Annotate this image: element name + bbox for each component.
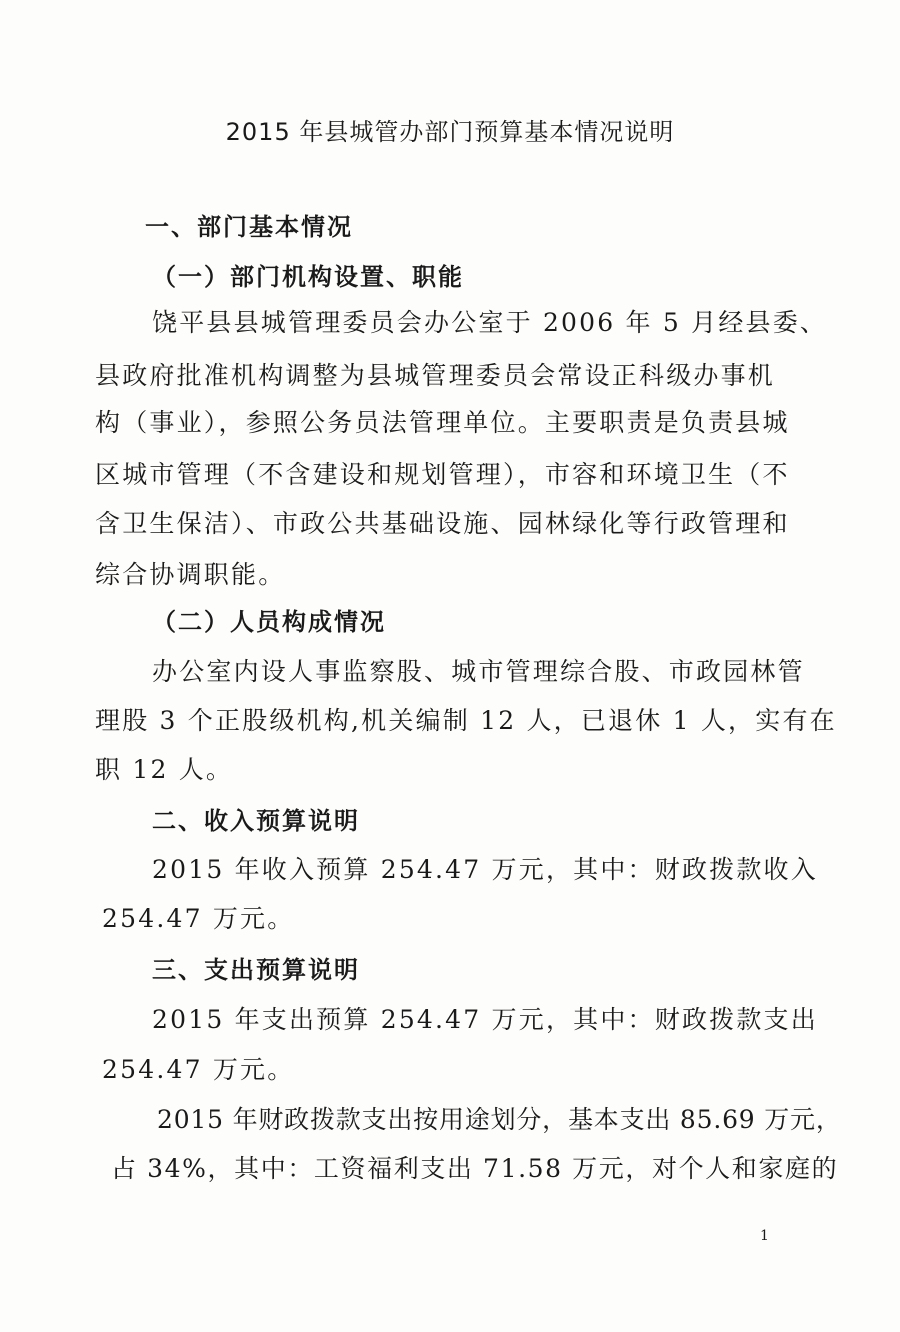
paragraph-line: 构（事业），参照公务员法管理单位。主要职责是负责县城	[95, 408, 790, 437]
paragraph-line: 2015 年支出预算 254.47 万元，其中：财政拨款支出	[152, 1005, 818, 1034]
paragraph-line: 职 12 人。	[95, 755, 234, 784]
paragraph-line: 县政府批准机构调整为县城管理委员会常设正科级办事机	[95, 361, 776, 390]
paragraph-line: 办公室内设人事监察股、城市管理综合股、市政园林管	[152, 657, 805, 686]
paragraph-line: 综合协调职能。	[95, 560, 286, 589]
page-number: 1	[760, 1228, 769, 1244]
paragraph-line: 含卫生保洁）、市政公共基础设施、园林绿化等行政管理和	[95, 509, 790, 538]
subsection-heading-organization: （一）部门机构设置、职能	[152, 263, 464, 291]
section-heading-income: 二、收入预算说明	[152, 807, 360, 835]
paragraph-line: 理股 3 个正股级机构,机关编制 12 人，已退休 1 人，实有在	[95, 706, 837, 735]
subsection-heading-staff: （二）人员构成情况	[152, 608, 386, 636]
section-heading-expenditure: 三、支出预算说明	[152, 956, 360, 984]
paragraph-line: 2015 年财政拨款支出按用途划分，基本支出 85.69 万元，	[157, 1105, 842, 1134]
paragraph-line: 254.47 万元。	[102, 1055, 295, 1084]
document-title: 2015 年县城管办部门预算基本情况说明	[225, 118, 675, 146]
paragraph-line: 254.47 万元。	[102, 904, 295, 933]
paragraph-line: 2015 年收入预算 254.47 万元，其中：财政拨款收入	[152, 855, 818, 884]
paragraph-line: 占 34%，其中：工资福利支出 71.58 万元，对个人和家庭的	[111, 1154, 839, 1183]
paragraph-line: 区城市管理（不含建设和规划管理），市容和环境卫生（不	[95, 460, 790, 489]
section-heading-basic-info: 一、部门基本情况	[145, 213, 353, 241]
paragraph-line: 饶平县县城管理委员会办公室于 2006 年 5 月经县委、	[152, 308, 828, 337]
